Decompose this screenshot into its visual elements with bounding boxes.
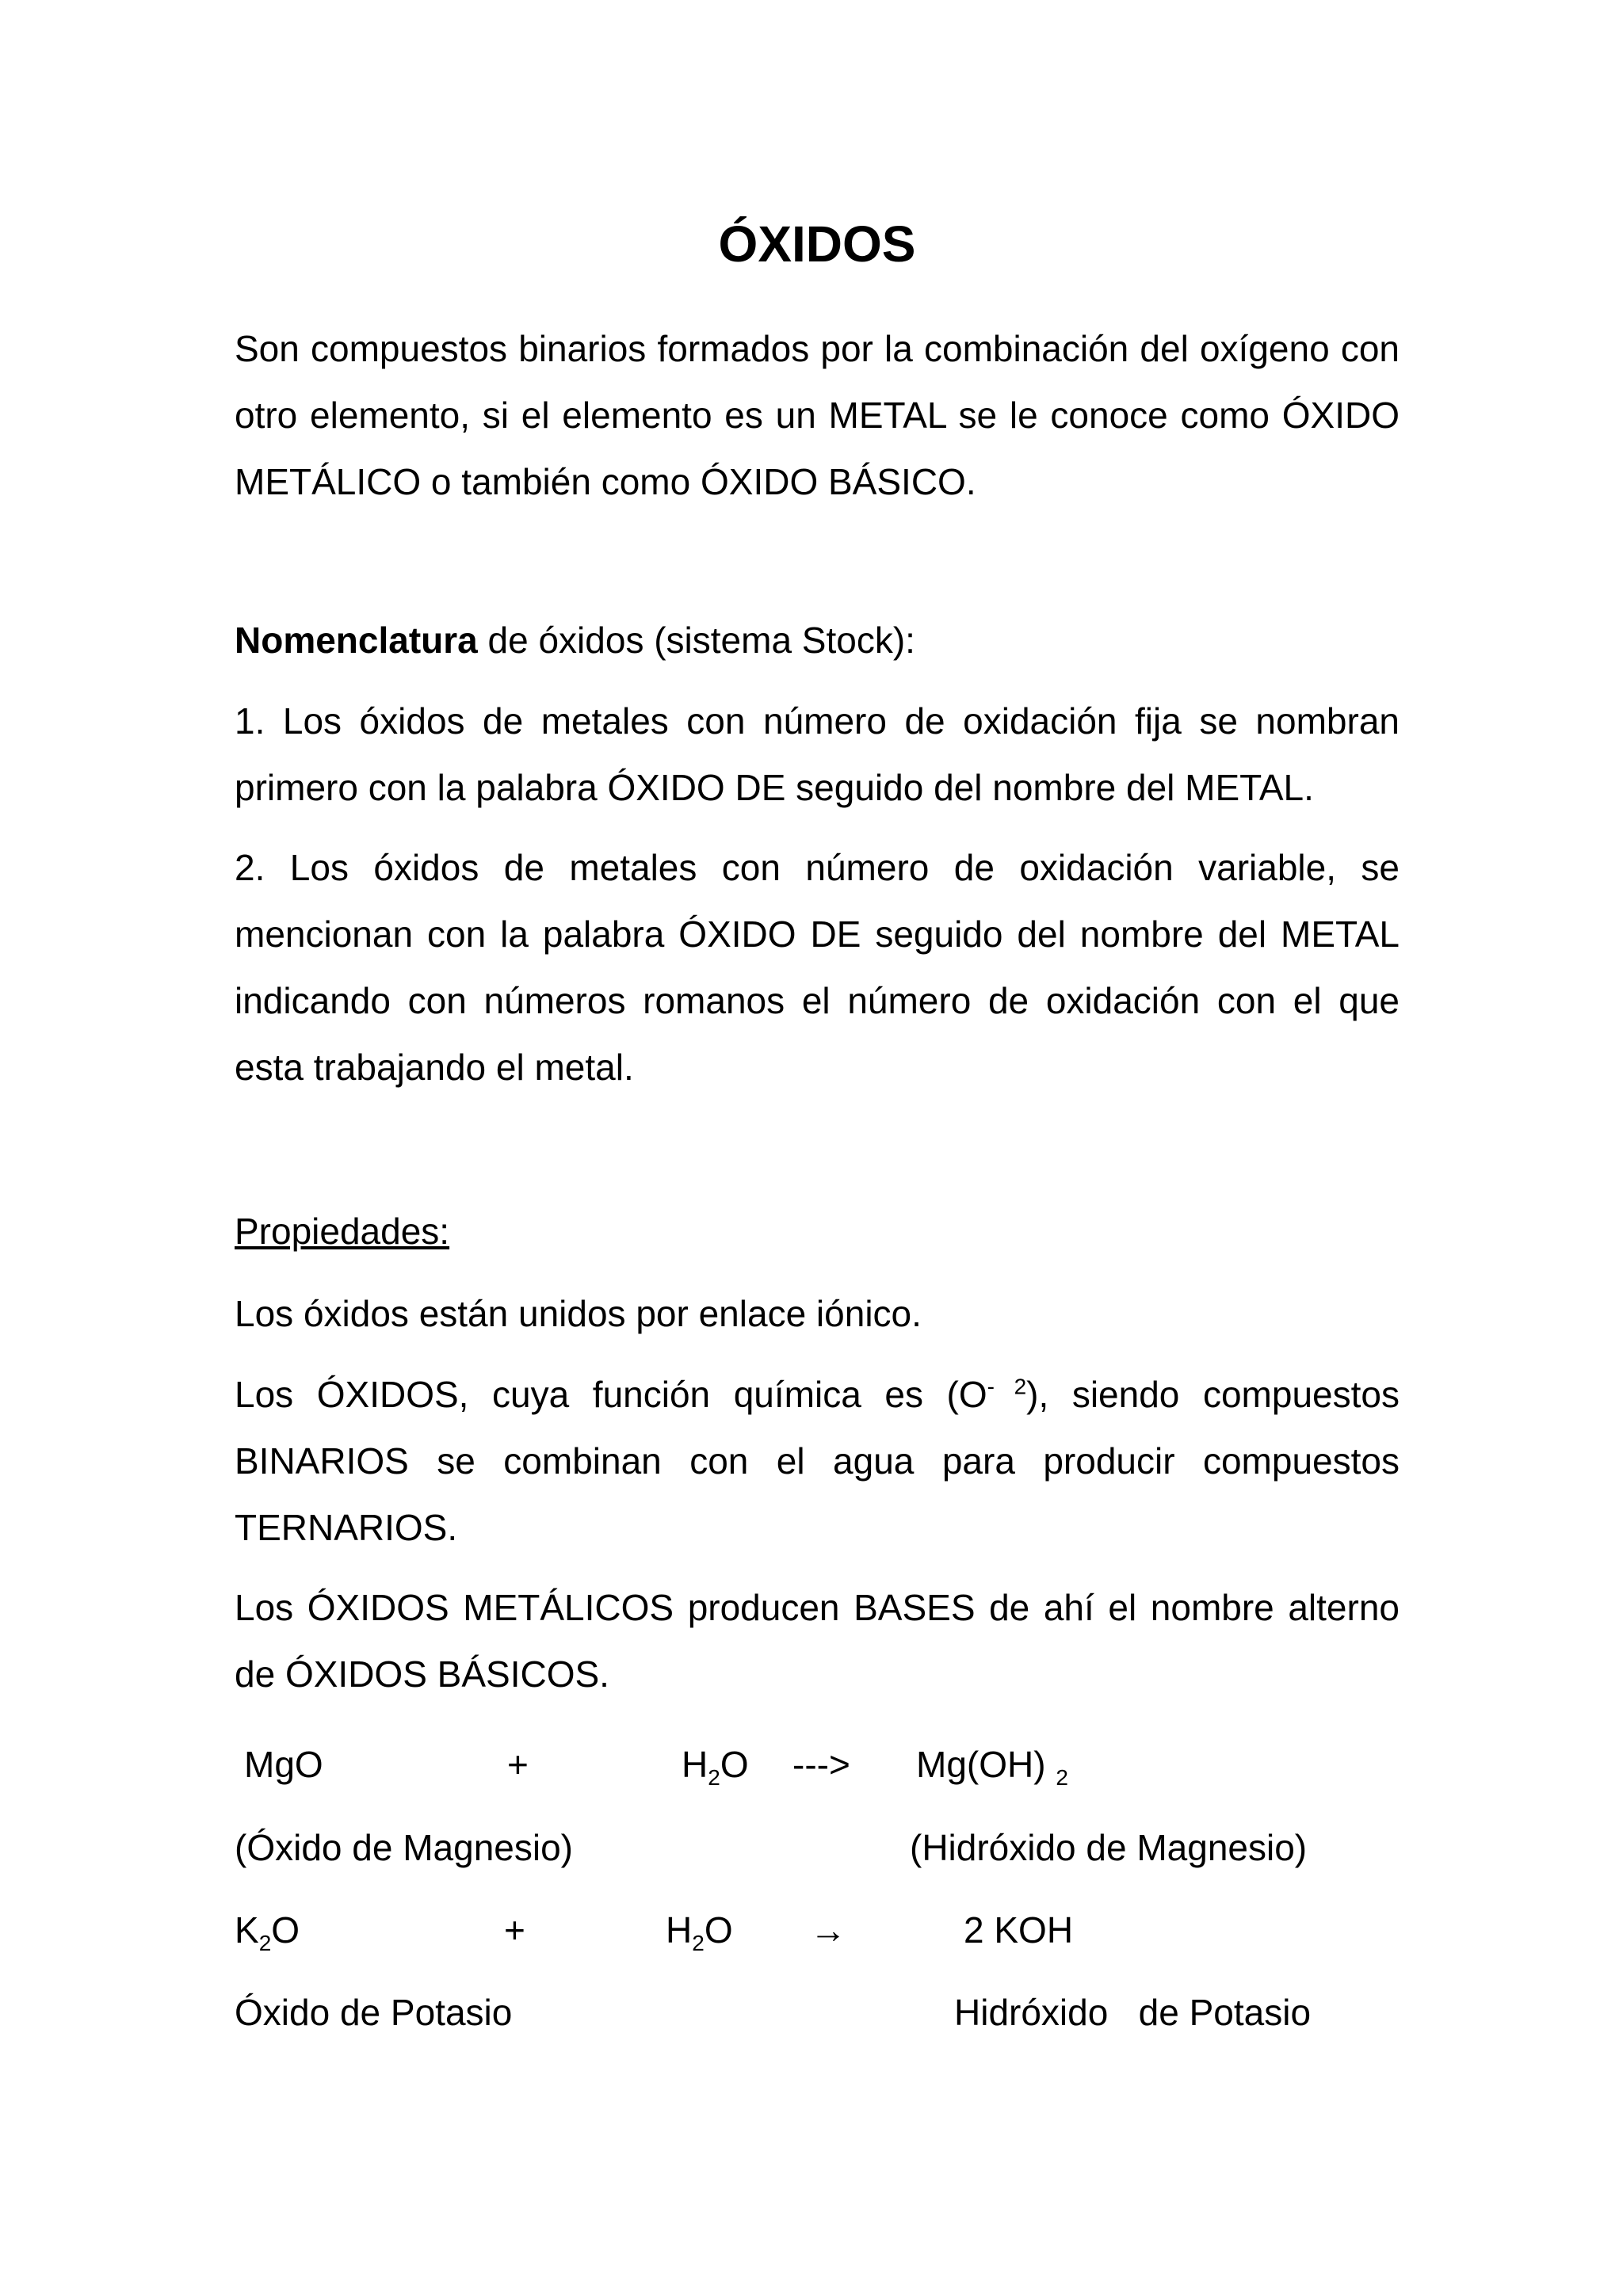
- reaction-1-name-product: (Hidróxido de Magnesio): [910, 1827, 1308, 1868]
- property-2-after: ), siendo compuestos BINARIOS se combinan con el agua para producir compuestos TERNARIOS.: [235, 1374, 1400, 1548]
- reaction-1-reactant-1: MgO: [244, 1744, 323, 1785]
- nomenclature-rule-2: 2. Los óxidos de metales con número de oxidación variable, se mencionan con la palabra ÓXIDO DE seguido del nombre del METAL indicando con números romanos el número de oxidación con el que esta trabajando el metal.: [235, 847, 1400, 1088]
- reaction-1-reactant-2-subscript: 2: [708, 1765, 720, 1791]
- reaction-2-plus: +: [504, 1909, 525, 1951]
- nomenclature-rule-1: 1. Los óxidos de metales con número de oxidación fija se nombran primero con la palabra ÓXIDO DE seguido del nombre del METAL.: [235, 700, 1400, 808]
- reaction-2-name-reactant: Óxido de Potasio: [235, 1992, 513, 2033]
- properties-heading: Propiedades:: [235, 1211, 450, 1252]
- reaction-2-reactant-2: [666, 1906, 733, 1954]
- reaction-2-reactant-1-subscript: 2: [258, 1931, 272, 1956]
- reaction-1-name-reactant: (Óxido de Magnesio): [235, 1827, 573, 1868]
- reaction-1-product-main: Mg(OH): [916, 1744, 1046, 1785]
- reaction-2-reactant-1: [235, 1906, 300, 1954]
- nomenclature-heading-rest: de óxidos (sistema Stock):: [477, 620, 915, 661]
- reaction-2-reactant-2-h: H: [666, 1909, 693, 1951]
- reaction-2-arrow-icon: →: [810, 1909, 846, 1951]
- reaction-1-reactant-2-h: H: [682, 1744, 708, 1785]
- reaction-2-reactant-2-o: O: [704, 1909, 733, 1951]
- property-2-before: Los ÓXIDOS, cuya función química es (O: [235, 1374, 987, 1415]
- property-2: [235, 1361, 1400, 1561]
- property-3: Los ÓXIDOS METÁLICOS producen BASES de ahí el nombre alterno de ÓXIDOS BÁSICOS.: [235, 1587, 1400, 1695]
- nomenclature-heading: [235, 616, 915, 664]
- reaction-1-arrow: --->: [792, 1744, 850, 1785]
- reaction-1-reactant-2: [682, 1741, 749, 1791]
- reaction-2-reactant-1-k: K: [235, 1909, 259, 1951]
- property-2-superscript: - 2: [987, 1374, 1027, 1399]
- reaction-2-name-product: Hidróxido de Potasio: [954, 1992, 1312, 2033]
- intro-paragraph: Son compuestos binarios formados por la combinación del oxígeno con otro elemento, si el elemento es un METAL se le conoce como ÓXIDO METÁLICO o también como ÓXIDO BÁSICO.: [235, 328, 1400, 502]
- reaction-1-product: [916, 1741, 1068, 1791]
- reaction-1-product-subscript: 2: [1056, 1765, 1068, 1791]
- reaction-2-product: 2 KOH: [964, 1909, 1074, 1951]
- reaction-1-plus: +: [507, 1744, 529, 1785]
- page-title: ÓXIDOS: [718, 215, 916, 273]
- property-1: Los óxidos están unidos por enlace iónico.: [235, 1293, 922, 1334]
- reaction-2-reactant-1-o: O: [271, 1909, 300, 1951]
- reaction-1-reactant-2-o: O: [720, 1744, 749, 1785]
- nomenclature-heading-bold: Nomenclatura: [235, 620, 478, 661]
- reaction-2-reactant-2-subscript: 2: [692, 1931, 705, 1956]
